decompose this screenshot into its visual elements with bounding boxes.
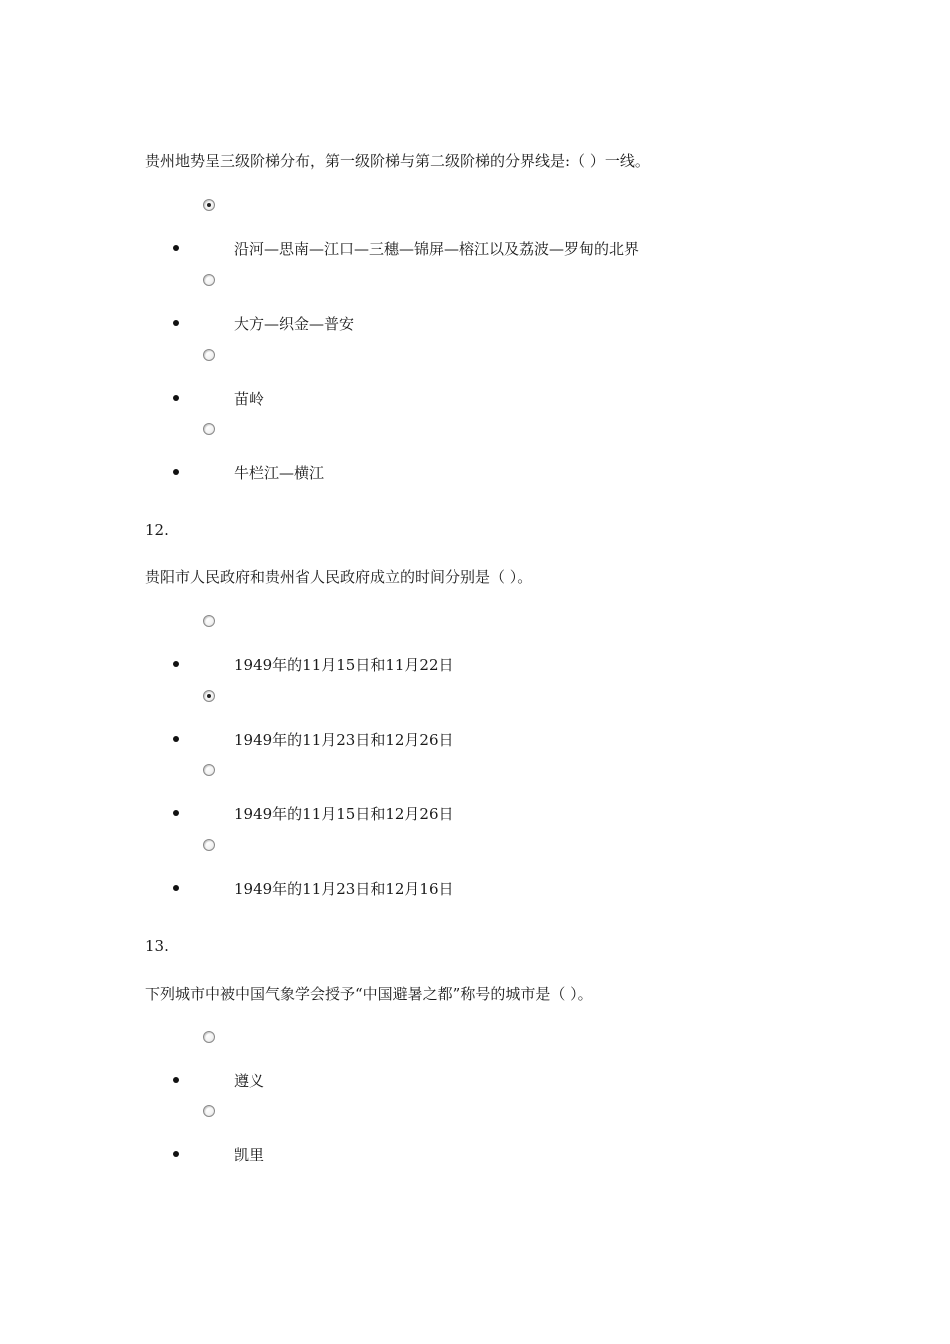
question-12-text: 贵阳市人民政府和贵州省人民政府成立的时间分别是（ ）。: [145, 568, 533, 586]
bullet-icon: [173, 320, 179, 326]
option-label-q13-2: 凯里: [234, 1146, 265, 1164]
radio-q11-option-4[interactable]: [203, 423, 215, 435]
bullet-icon: [173, 1151, 179, 1157]
radio-q12-option-1[interactable]: [203, 615, 215, 627]
option-label-q12-2: 1949年的11月23日和12月26日: [234, 731, 454, 749]
radio-q13-option-2[interactable]: [203, 1105, 215, 1117]
bullet-icon: [173, 395, 179, 401]
bullet-icon: [173, 736, 179, 742]
option-label-q11-1: 沿河—思南—江口—三穗—锦屏—榕江以及荔波—罗甸的北界: [234, 240, 640, 258]
radio-q11-option-3[interactable]: [203, 349, 215, 361]
bullet-icon: [173, 1077, 179, 1083]
question-number: 12.: [145, 521, 169, 539]
radio-q12-option-3[interactable]: [203, 764, 215, 776]
radio-q11-option-2[interactable]: [203, 274, 215, 286]
bullet-icon: [173, 661, 179, 667]
radio-q12-option-2[interactable]: [203, 690, 215, 702]
bullet-icon: [173, 469, 179, 475]
option-label-q13-1: 遵义: [234, 1072, 265, 1090]
option-label-q12-1: 1949年的11月15日和11月22日: [234, 656, 454, 674]
bullet-icon: [173, 810, 179, 816]
option-label-q11-2: 大方—织金—普安: [234, 315, 355, 333]
bullet-icon: [173, 245, 179, 251]
question-13-text: 下列城市中被中国气象学会授予“中国避暑之都”称号的城市是（ ）。: [145, 985, 593, 1003]
radio-q12-option-4[interactable]: [203, 839, 215, 851]
bullet-icon: [173, 885, 179, 891]
option-label-q12-3: 1949年的11月15日和12月26日: [234, 805, 454, 823]
radio-q13-option-1[interactable]: [203, 1031, 215, 1043]
question-11-text: 贵州地势呈三级阶梯分布，第一级阶梯与第二级阶梯的分界线是:（ ）一线。: [145, 152, 650, 170]
radio-q11-option-1[interactable]: [203, 199, 215, 211]
option-label-q12-4: 1949年的11月23日和12月16日: [234, 880, 454, 898]
question-number: 13.: [145, 937, 169, 955]
option-label-q11-3: 苗岭: [234, 390, 265, 408]
option-label-q11-4: 牛栏江—横江: [234, 464, 325, 482]
